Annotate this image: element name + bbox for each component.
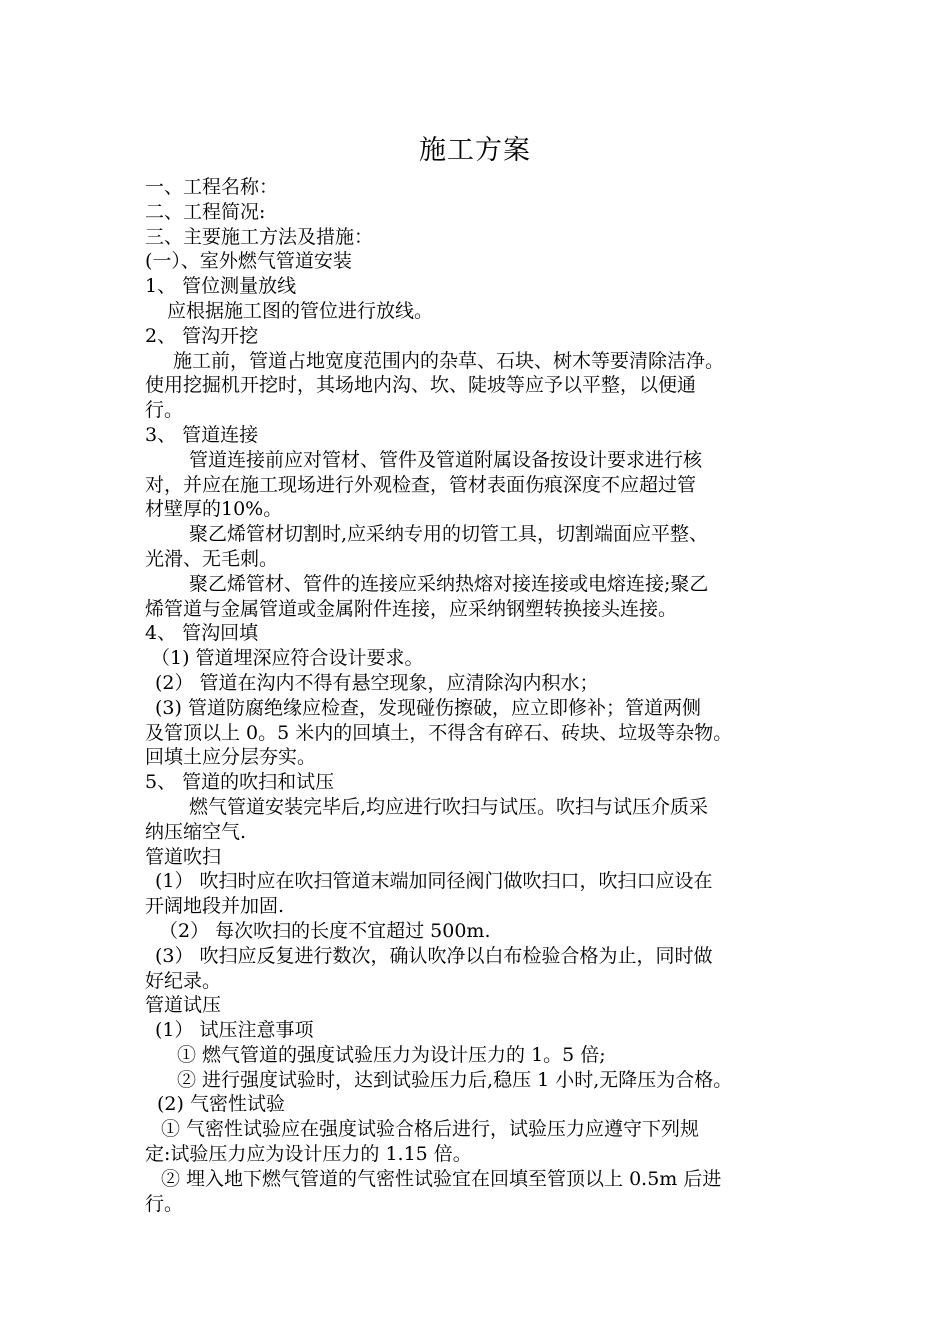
text-line: （1) 管道埋深应符合设计要求。 <box>151 647 424 670</box>
text-line: 光滑、无毛刺。 <box>145 547 279 570</box>
text-line: （2） 每次吹扫的长度不宜超过 500m. <box>159 919 491 942</box>
text-line: 开阔地段并加固. <box>145 895 285 918</box>
text-line: 回填土应分层夯实。 <box>145 746 317 769</box>
text-line: (2) 气密性试验 <box>157 1093 285 1116</box>
text-line: 纳压缩空气. <box>145 820 247 843</box>
text-line: 1、 管位测量放线 <box>145 275 297 298</box>
text-line: 5、 管道的吹扫和试压 <box>145 771 335 794</box>
text-line: (一）、室外燃气管道安装 <box>145 250 352 273</box>
text-line: 燃气管道安装完毕后,均应进行吹扫与试压。吹扫与试压介质采 <box>189 795 709 818</box>
text-line: 2、 管沟开挖 <box>145 324 259 347</box>
text-line: (1） 吹扫时应在吹扫管道末端加同径阀门做吹扫口，吹扫口应设在 <box>155 870 713 893</box>
text-line: 应根据施工图的管位进行放线。 <box>167 299 434 322</box>
text-line: ① 气密性试验应在强度试验合格后进行，试验压力应遵守下列规 <box>161 1118 700 1141</box>
document-title: 施工方案 <box>419 135 531 166</box>
text-line: (3) 管道防腐绝缘应检查，发现碰伤擦破，应立即修补；管道两侧 <box>155 696 701 719</box>
text-line: 行。 <box>145 1192 184 1215</box>
text-line: 聚乙烯管材、管件的连接应采纳热熔对接连接或电熔连接;聚乙 <box>189 572 709 595</box>
text-line: 及管顶以上 0。5 米内的回填土，不得含有碎石、砖块、垃圾等杂物。 <box>145 721 733 744</box>
text-line: (2） 管道在沟内不得有悬空现象，应清除沟内积水； <box>155 671 599 694</box>
text-line: 定:试验压力应为设计压力的 1.15 倍。 <box>145 1143 472 1166</box>
text-line: 行。 <box>145 399 184 422</box>
text-line: 对，并应在施工现场进行外观检查，管材表面伤痕深度不应超过管 <box>145 473 697 496</box>
text-line: 好纪录。 <box>145 969 222 992</box>
text-line: 烯管道与金属管道或金属附件连接，应采纳钢塑转换接头连接。 <box>145 597 678 620</box>
text-line: 材壁厚的10%。 <box>145 498 283 521</box>
text-line: (3） 吹扫应反复进行数次，确认吹净以白布检验合格为止，同时做 <box>155 944 713 967</box>
text-line: 管道连接前应对管材、管件及管道附属设备按设计要求进行核 <box>189 448 703 471</box>
text-line: 4、 管沟回填 <box>145 622 259 645</box>
text-line: 二、工程简况: <box>145 200 266 223</box>
text-line: 聚乙烯管材切割时,应采纳专用的切管工具，切割端面应平整、 <box>189 523 709 546</box>
text-line: (1） 试压注意事项 <box>155 1019 314 1042</box>
text-line: 三、主要施工方法及措施： <box>145 225 374 248</box>
text-line: 管道试压 <box>145 994 222 1017</box>
text-line: ② 进行强度试验时，达到试验压力后,稳压 1 小时,无降压为合格。 <box>177 1068 733 1091</box>
document-body <box>145 175 815 1216</box>
text-line: 使用挖掘机开挖时，其场地内沟、坎、陡坡等应予以平整，以便通 <box>145 374 697 397</box>
text-line: 施工前，管道占地宽度范围内的杂草、石块、树木等要清除洁净。 <box>173 349 725 372</box>
text-line: 管道吹扫 <box>145 845 222 868</box>
text-line: ① 燃气管道的强度试验压力为设计压力的 1。5 倍; <box>177 1043 606 1066</box>
text-line: ② 埋入地下燃气管道的气密性试验宜在回填至管顶以上 0.5m 后进 <box>161 1167 722 1190</box>
text-line: 3、 管道连接 <box>145 423 259 446</box>
text-line: 一、工程名称： <box>145 176 279 198</box>
